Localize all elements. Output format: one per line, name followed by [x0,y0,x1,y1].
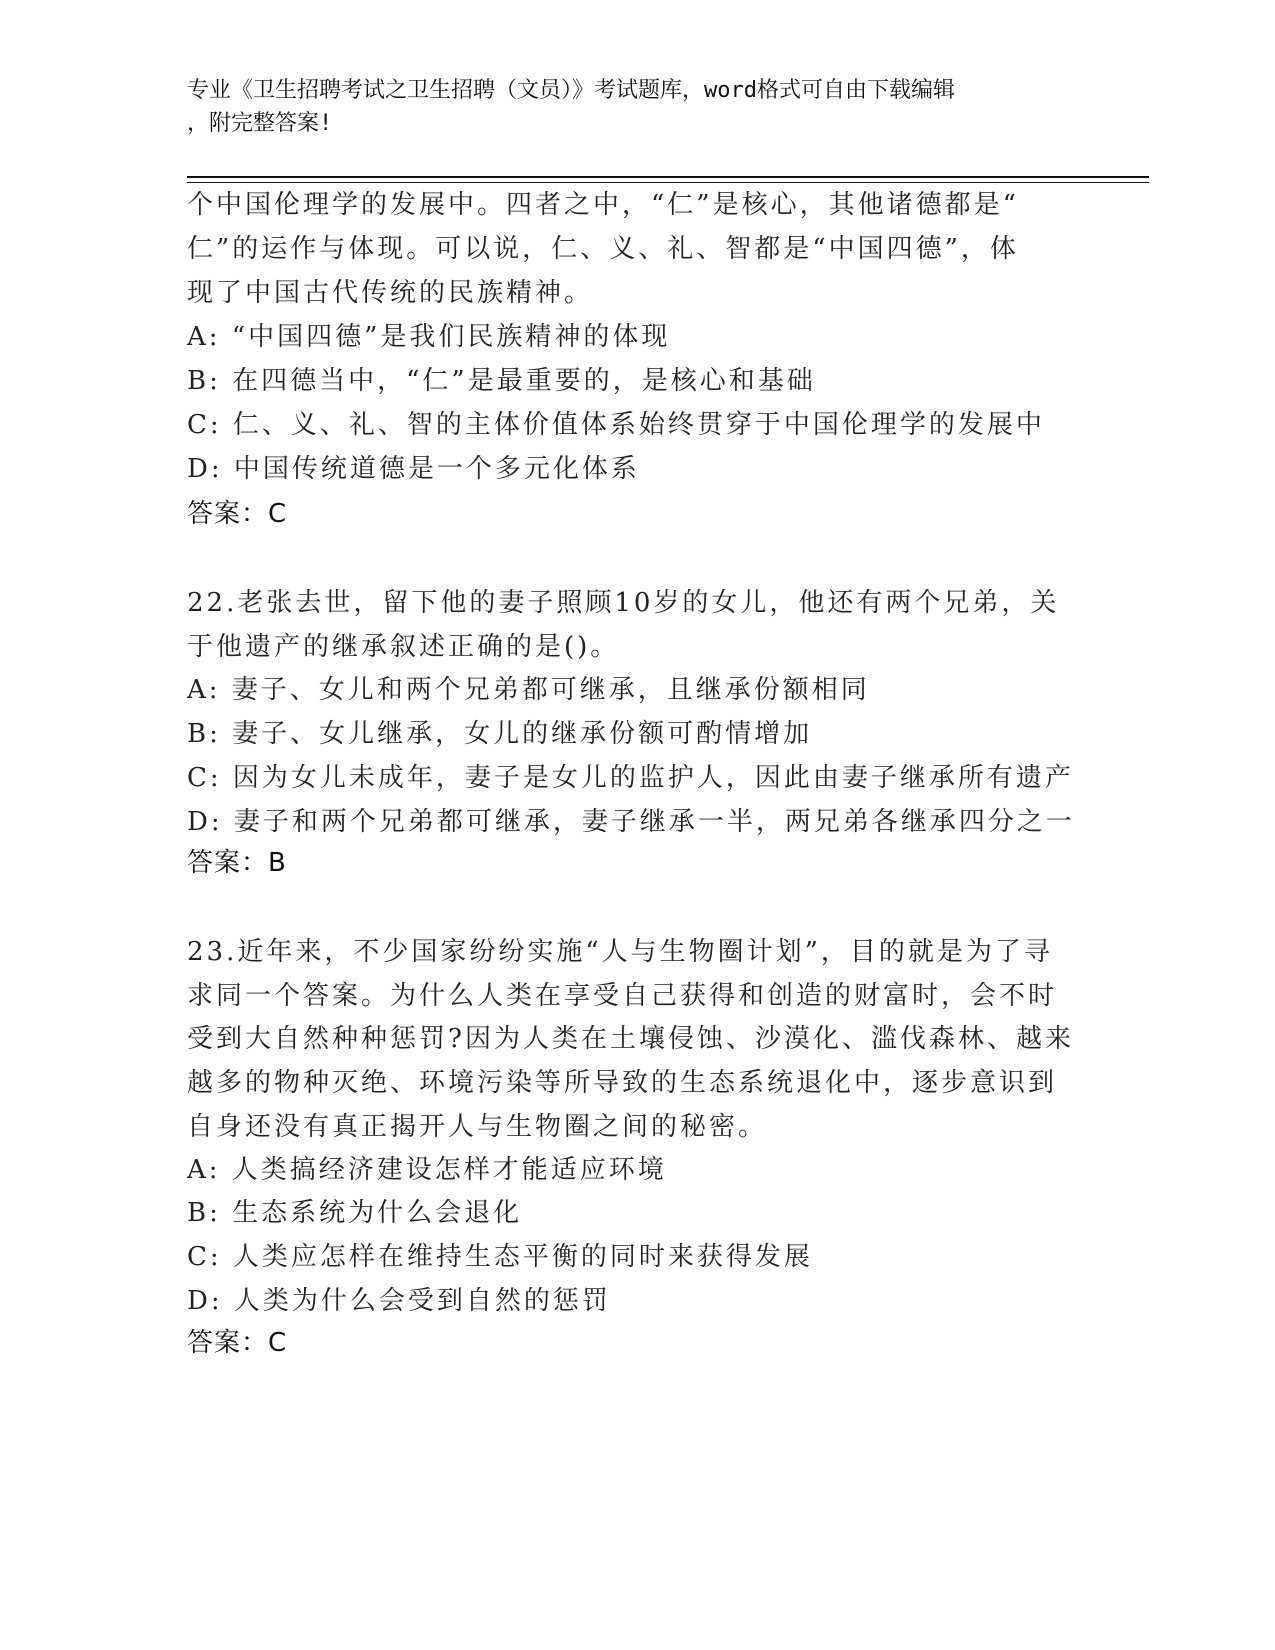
header-divider [187,176,1149,178]
header-line-1: 专业《卫生招聘考试之卫生招聘（文员）》考试题库，word格式可自由下载编辑 [187,78,955,103]
question-21-text-line: 个中国伦理学的发展中。四者之中，“仁”是核心，其他诸德都是“ [187,190,1019,220]
header-divider-thin [187,182,1149,183]
question-21-option-a: A: “中国四德”是我们民族精神的体现 [187,322,671,352]
question-21-answer: 答案：C [187,499,288,529]
question-21-option-b: B: 在四德当中，“仁”是最重要的，是核心和基础 [187,366,816,396]
question-23-text-line: 自身还没有真正揭开人与生物圈之间的秘密。 [187,1112,768,1142]
question-23-option-d: D: 人类为什么会受到自然的惩罚 [187,1286,611,1316]
question-21-text-line: 现了中国古代传统的民族精神。 [187,278,594,308]
question-23-text-line: 求同一个答案。为什么人类在享受自己获得和创造的财富时，会不时 [187,981,1058,1011]
question-22-option-c: C: 因为女儿未成年，妻子是女儿的监护人，因此由妻子继承所有遗产 [187,763,1074,793]
question-22-option-a: A: 妻子、女儿和两个兄弟都可继承，且继承份额相同 [187,675,870,705]
question-22-text-line: 于他遗产的继承叙述正确的是()。 [187,632,620,662]
question-23-option-b: B: 生态系统为什么会退化 [187,1198,523,1228]
question-21-text-line: 仁”的运作与体现。可以说，仁、义、礼、智都是“中国四德”，体 [187,234,1019,264]
question-22-text-line: 22.老张去世，留下他的妻子照顾10岁的女儿，他还有两个兄弟，关 [187,588,1060,618]
question-23-text-line: 受到大自然种种惩罚?因为人类在土壤侵蚀、沙漠化、滥伐森林、越来 [187,1024,1074,1054]
question-22-answer: 答案：B [187,848,287,878]
question-23-text-line: 23.近年来，不少国家纷纷实施“人与生物圈计划”，目的就是为了寻 [187,937,1053,967]
question-23-answer: 答案：C [187,1328,288,1358]
header-line-2: ，附完整答案! [187,111,333,136]
document-header [187,74,1087,140]
question-22-option-b: B: 妻子、女儿继承，女儿的继承份额可酌情增加 [187,719,813,749]
question-23-text-line: 越多的物种灭绝、环境污染等所导致的生态系统退化中，逐步意识到 [187,1068,1058,1098]
question-23-option-a: A: 人类搞经济建设怎样才能适应环境 [187,1155,667,1185]
question-23-option-c: C: 人类应怎样在维持生态平衡的同时来获得发展 [187,1242,813,1272]
question-21-option-d: D: 中国传统道德是一个多元化体系 [187,454,640,484]
question-22-option-d: D: 妻子和两个兄弟都可继承，妻子继承一半，两兄弟各继承四分之一 [187,807,1075,837]
question-21-option-c: C: 仁、义、礼、智的主体价值体系始终贯穿于中国伦理学的发展中 [187,410,1045,440]
